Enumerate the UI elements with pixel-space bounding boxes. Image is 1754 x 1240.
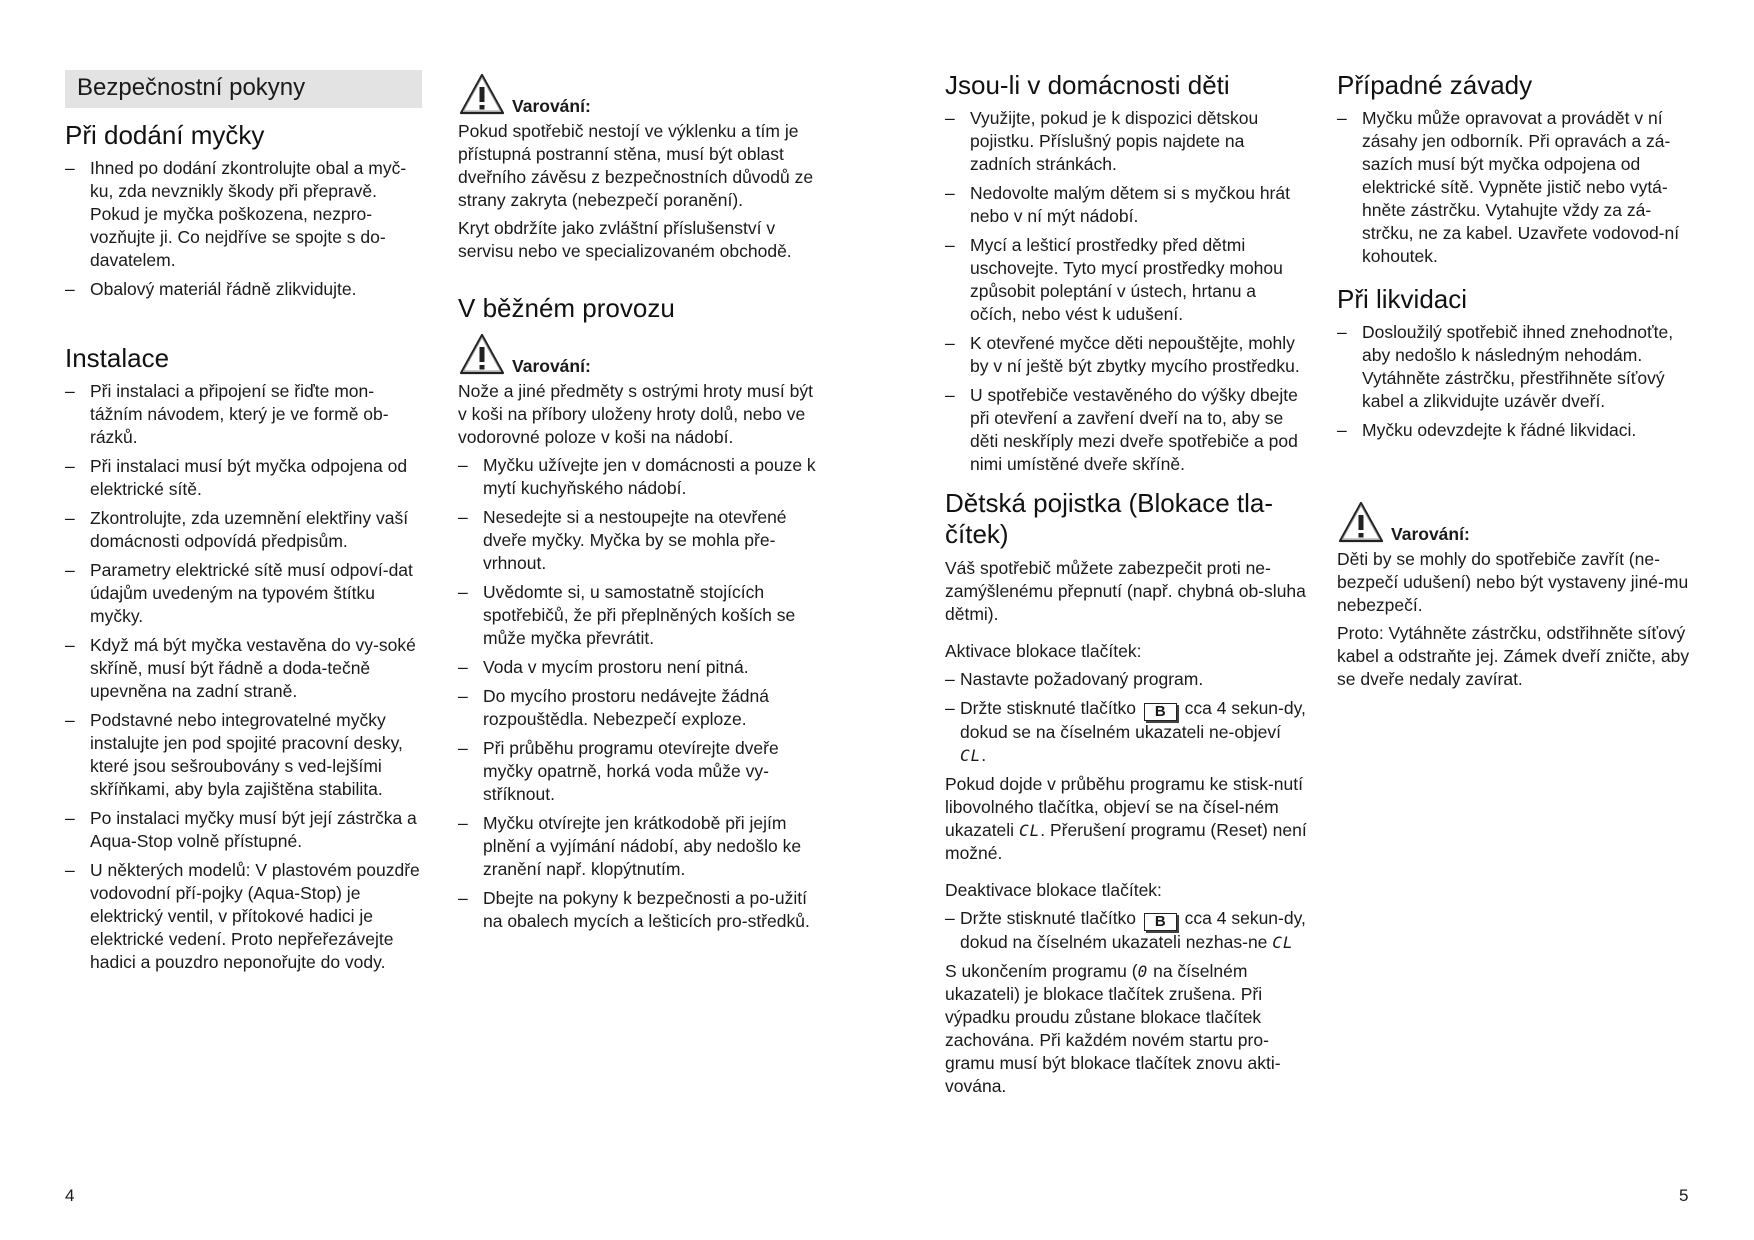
faults-list xyxy=(1337,107,1699,268)
hold-duration-text: cca 4 sekun-dy, dokud se na číselném ukazateli ne-objeví xyxy=(960,697,1306,742)
list-item: – Mycí a lešticí prostředky před dětmi uschovejte. Tyto mycí prostředky mohou způsobit poleptání v ústech, hrtanu a očích, nebo vést k udušení. xyxy=(945,234,1307,326)
program-end-text xyxy=(945,960,1307,1098)
hold-text: Držte stisknuté tlačítko xyxy=(960,907,1137,928)
section-banner: Bezpečnostní pokyny xyxy=(65,70,422,108)
during-suffix: . Přerušení programu (Reset) není možné. xyxy=(945,819,1307,863)
warning-header xyxy=(458,330,820,376)
list-item: – Parametry elektrické sítě musí odpoví-dat údajům uvedeným na typovém štítku myčky. xyxy=(65,559,422,628)
faults-heading: Případné závady xyxy=(1337,70,1533,100)
column-3 xyxy=(945,70,1307,1103)
column-4 xyxy=(1337,70,1699,696)
cl-display-code: CL xyxy=(1018,820,1041,840)
warning-text: Pokud spotřebič nestojí ve výklenku a tím je přístupná postranní stěna, musí být oblast dveřního závěsu z bezpečnostních důvodů ze strany zakryta (nebezpečí poranění). xyxy=(458,121,814,210)
hold-text: Držte stisknuté tlačítko xyxy=(960,697,1137,718)
activation-list xyxy=(945,668,1307,767)
list-item: – Myčku užívejte jen v domácnosti a pouze k mytí kuchyňského nádobí. xyxy=(458,454,820,500)
b-key-symbol: B xyxy=(1144,703,1177,721)
warning-text: Děti by se mohly do spotřebiče zavřít (ne-bezpečí udušení) nebo být vystaveny jiné-mu nebezpečí. xyxy=(1337,549,1689,616)
page-number-right: 5 xyxy=(1679,1186,1689,1205)
child-lock-heading: Dětská pojistka (Blokace tla-čítek) xyxy=(945,488,1274,550)
list-item: – Při instalaci a připojení se řiďte mon-tážním návodem, který je ve formě ob-rázků. xyxy=(65,380,422,449)
deactivation-label: Deaktivace blokace tlačítek: xyxy=(945,879,1162,900)
list-item: – Nesedejte si a nestoupejte na otevřené dveře myčky. Myčka by se mohla pře-vrhnout. xyxy=(458,506,820,575)
list-item: – Nastavte požadovaný program. xyxy=(945,668,1307,691)
warning-header xyxy=(1337,498,1699,544)
warning-text: Kryt obdržíte jako zvláštní příslušenství v servisu nebo ve specializovaném obchodě. xyxy=(458,218,792,261)
activation-label: Aktivace blokace tlačítek: xyxy=(945,640,1142,661)
cl-display-code: CL xyxy=(1272,932,1294,952)
list-item: – Držte stisknuté tlačítko B cca 4 sekun-dy, dokud se na číselném ukazateli ne-objeví CL. xyxy=(945,697,1307,767)
end-suffix: na číselném ukazateli) je blokace tlačítek zrušena. Při výpadku proudu zůstane blokace tlačítek zachována. Při každém novém startu pro-gramu musí být blokace tlačítek znovu akti-vována. xyxy=(945,960,1281,1096)
list-item: – K otevřené myčce děti nepouštějte, mohly by v ní ještě být zbytky mycího prostředku. xyxy=(945,332,1307,378)
child-lock-intro: Váš spotřebič můžete zabezpečit proti ne-zamýšlenému přepnutí (např. chybná ob-sluha dětmi). xyxy=(945,557,1306,624)
disposal-heading: Při likvidaci xyxy=(1337,284,1468,315)
list-item: – Zkontrolujte, zda uzemnění elektřiny vaší domácnosti odpovídá předpisům. xyxy=(65,507,422,553)
list-item: – Dbejte na pokyny k bezpečnosti a po-užití na obalech mycích a lešticích pro-středků. xyxy=(458,887,820,933)
list-item: – Do mycího prostoru nedávejte žádná rozpouštědla. Nebezpečí exploze. xyxy=(458,685,820,731)
hold-duration-text: cca 4 sekun-dy, dokud na číselném ukazateli nezhas-ne xyxy=(960,907,1306,952)
warning-triangle-icon xyxy=(458,332,506,376)
list-item: – Myčku odevzdejte k řádné likvidaci. xyxy=(1337,419,1699,442)
list-item: – Podstavné nebo integrovatelné myčky instalujte jen pod spojité pracovní desky, které jsou sešroubovány s ved-lejšími skříňkami, aby byla zajištěna stabilita. xyxy=(65,709,422,801)
disposal-list xyxy=(1337,321,1699,442)
during-prefix: Pokud dojde v průběhu programu ke stisk-nutí libovolného tlačítka, objeví se na čísel-ném ukazateli xyxy=(945,773,1303,840)
list-item: – Při instalaci musí být myčka odpojena od elektrické sítě. xyxy=(65,455,422,501)
list-item: – Voda v mycím prostoru není pitná. xyxy=(458,656,820,679)
list-item: – U spotřebiče vestavěného do výšky dbejte při otevření a zavření dveří na to, aby se děti neskříply mezi dveře spotřebiče a pod nimi umístěné dveře skříně. xyxy=(945,384,1307,476)
operation-heading: V běžném provozu xyxy=(458,293,675,323)
list-item: – Dosloužilý spotřebič ihned znehodnoťte, aby nedošlo k následným nehodám. Vytáhněte zástrčku, přestřihněte síťový kabel a zlikvidujte uzávěr dveří. xyxy=(1337,321,1699,413)
warning-text: Nože a jiné předměty s ostrými hroty musí být v koši na příbory uloženy hroty dolů, nebo ve vodorovné poloze v koši na nádobí. xyxy=(458,381,813,448)
end-prefix: S ukončením programu ( xyxy=(945,960,1138,981)
warning-label: Varování: xyxy=(1391,524,1470,545)
list-item: – Uvědomte si, u samostatně stojících spotřebičů, že při přeplněných koších se může myčka převrátit. xyxy=(458,581,820,650)
zero-display-code: 0 xyxy=(1137,961,1149,981)
column-2 xyxy=(458,70,820,939)
delivery-heading: Při dodání myčky xyxy=(65,120,265,150)
b-key-symbol: B xyxy=(1144,913,1177,931)
list-item: – Myčku otvírejte jen krátkodobě při jejím plnění a vyjímání nádobí, aby nedošlo ke zranění např. klopýtnutím. xyxy=(458,812,820,881)
column-1 xyxy=(65,70,422,980)
list-item: – Ihned po dodání zkontrolujte obal a myč-ku, zda nevznikly škody při přepravě. Pokud je myčka poškozena, nezpro-vozňujte ji. Co nejdříve se spojte s do-davatelem. xyxy=(65,157,422,272)
children-heading: Jsou-li v domácnosti děti xyxy=(945,70,1230,100)
installation-list xyxy=(65,380,422,974)
list-item: – Využijte, pokud je k dispozici dětskou pojistku. Příslušný popis najdete na zadních stránkách. xyxy=(945,107,1307,176)
list-item: – Při průběhu programu otevírejte dveře myčky opatrně, horká voda může vy-stříknout. xyxy=(458,737,820,806)
list-item: – Když má být myčka vestavěna do vy-soké skříně, musí být řádně a doda-tečně upevněna na zadní straně. xyxy=(65,634,422,703)
list-item: – Po instalaci myčky musí být její zástrčka a Aqua-Stop volně přístupné. xyxy=(65,807,422,853)
children-list xyxy=(945,107,1307,476)
deactivation-list xyxy=(945,907,1307,954)
warning-text: Proto: Vytáhněte zástrčku, odstřihněte síťový kabel a odstraňte jej. Zámek dveří zničte, aby se dveře nedaly zavírat. xyxy=(1337,623,1690,690)
list-item: – Obalový materiál řádně zlikvidujte. xyxy=(65,278,422,301)
page-number-left: 4 xyxy=(65,1186,75,1205)
warning-label: Varování: xyxy=(512,96,591,116)
list-item xyxy=(945,907,1307,954)
list-item: – U některých modelů: V plastovém pouzdře vodovodní pří-pojky (Aqua-Stop) je elektrický ventil, v přítokové hadici je elektrické vedení. Proto nepřeřezávejte hadici a pouzdro neponořujte do vody. xyxy=(65,859,422,974)
delivery-list xyxy=(65,157,422,301)
during-program-text xyxy=(945,773,1307,865)
warning-triangle-icon xyxy=(458,72,506,116)
cl-display-code: CL xyxy=(960,745,982,765)
operation-list xyxy=(458,454,820,933)
warning-header xyxy=(458,70,820,116)
warning-label: Varování: xyxy=(512,356,591,377)
installation-heading: Instalace xyxy=(65,343,170,374)
warning-triangle-icon xyxy=(1337,500,1385,544)
list-item: – Nedovolte malým dětem si s myčkou hrát nebo v ní mýt nádobí. xyxy=(945,182,1307,228)
list-item: – Myčku může opravovat a provádět v ní zásahy jen odborník. Při opravách a zá-sazích musí být myčka odpojena od elektrické sítě. Vypněte jistič nebo vytá-hněte zástrčku. Vytahujte vždy za zá-strčku, ne za kabel. Uzavřete vodovod-ní kohoutek. xyxy=(1337,107,1699,268)
